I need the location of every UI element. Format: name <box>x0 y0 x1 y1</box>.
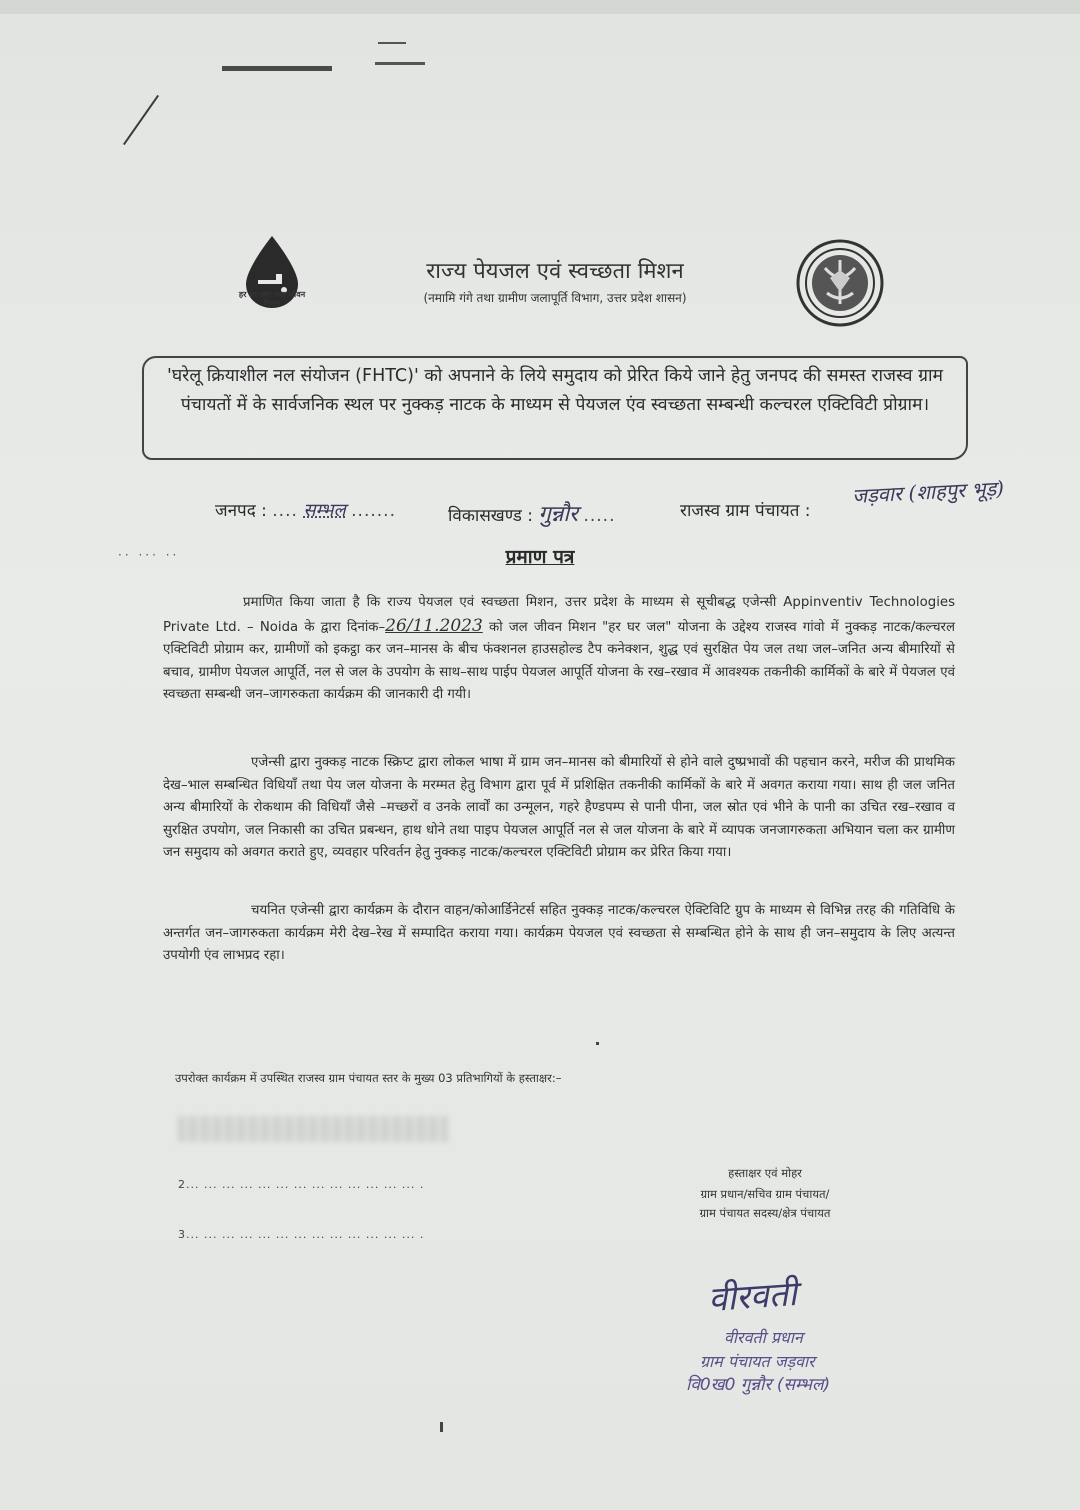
participants-note: उपरोक्त कार्यक्रम में उपस्थित राजस्व ग्राम पंचायत स्तर के मुख्य 03 प्रतिभागियों के हस्ताक्षर:– <box>175 1071 562 1085</box>
event-date: 26/11.2023 <box>385 615 483 636</box>
district-field: जनपद : .... सम्भल ....... <box>215 500 396 521</box>
up-emblem-icon <box>795 238 885 328</box>
panchayat-field <box>680 498 811 521</box>
scan-mark <box>375 62 425 65</box>
participant-signature-1-redacted <box>178 1116 448 1142</box>
logo-caption: हर घर जल जल जीवन मिशन <box>238 290 306 308</box>
participant-line-2: 2... ... ... ... ... ... ... ... ... ... ... ... ... . <box>178 1178 425 1191</box>
certificate-paragraph-3: चयनित एजेन्सी द्वारा कार्यक्रम के दौरान वाहन/कोआर्डिनेटर्स सहित नुक्कड़ नाटक/कल्चरल ऐक्टिविटि ग्रुप के माध्यम से विभिन्न तरह की गतिविधि के अन्तर्गत जन–जागरुकता कार्यक्रम मेरी देख–रेख में सम्पादित कराया गया। कार्यक्रम पेयजल एवं स्वच्छता से सम्बन्धित होने के साथ ही जन–समुदाय के लिए अत्यन्त उपयोगी एंव लाभप्रद रहा। <box>163 903 955 963</box>
seal-line-1: ग्राम पंचायत जड़वार <box>700 1352 815 1371</box>
block-label: विकासखण्ड : <box>448 506 534 526</box>
scan-edge <box>0 0 1080 14</box>
jal-jeevan-mission-logo <box>232 232 312 322</box>
certificate-title: प्रमाण पत्र <box>505 546 575 568</box>
certificate-paragraph-1: प्रमाणित किया जाता है कि राज्य पेयजल एवं स्वच्छता मिशन, उत्तर प्रदेश के माध्यम से सूचीबद्ध एजेन्सी Appinventiv Technologies Private Ltd. – Noida के द्वारा दिनांक–26/11.2023 को जल जीवन मिशन "हर घर जल" योजना के उद्देश्य राजस्व गांवो में नुक्कड़ नाटक/कल्चरल एक्टिविटी प्रोग्राम कर, ग्रामीणों को इकट्ठा कर जन–मानस के बीच फंक्शनल हाउसहोल्ड टैप कनेक्शन, शुद्ध एवं सुरक्षित पेय जल तथा जल–जनित अन्य बीमारियों से बचाव, ग्रामीण पेयजल आपूर्ति, नल से जल के उपयोग के साथ–साथ पाईप पेयजल आपूर्ति योजना के रख–रखाव में आवश्यक तकनीकी कार्मिकों के बारे में पेयजल एवं स्वच्छता सम्बन्धी जन–जागरुकता कार्यक्रम की जानकारी दी गयी। <box>163 595 955 702</box>
stamp-role-line-1: ग्राम प्रधान/सचिव ग्राम पंचायत/ <box>700 1187 830 1201</box>
seal-line-2: वि0ख0 गुन्नौर (सम्भल) <box>686 1375 831 1395</box>
program-banner-text: 'घरेलू क्रियाशील नल संयोजन (FHTC)' को अपनाने के लिये समुदाय को प्रेरित किये जाने हेतु जनपद की समस्त राजस्व ग्राम पंचायतों में के सार्वजनिक स्थल पर नुक्कड़ नाटक के माध्यम से पेयजल एंव स्वच्छता सम्बन्धी कल्चरल एक्टिविटी प्रोग्राम। <box>167 366 943 415</box>
stray-mark <box>440 1422 443 1432</box>
handwritten-signature: वीरवती <box>706 1273 799 1321</box>
panchayat-label: राजस्व ग्राम पंचायत : <box>680 501 811 521</box>
mission-title: राज्य पेयजल एवं स्वच्छता मिशन <box>426 259 684 284</box>
stamp-title: हस्ताक्षर एवं मोहर <box>728 1166 802 1180</box>
stray-mark <box>596 1042 599 1045</box>
scan-mark <box>378 42 406 44</box>
district-value: सम्भल <box>303 500 346 521</box>
district-label: जनपद : <box>215 501 267 521</box>
scan-mark <box>222 66 332 71</box>
stamp-role-line-2: ग्राम पंचायत सदस्य/क्षेत्र पंचायत <box>699 1206 831 1220</box>
panchayat-value: जड़वार (शाहपुर भूड़) <box>851 476 1005 508</box>
stray-marks: ·· ··· ·· <box>118 548 180 562</box>
certificate-paragraph-2: एजेन्सी द्वारा नुक्कड़ नाटक स्क्रिप्ट द्वारा लोकल भाषा में ग्राम जन–मानस को बीमारियों से होने वाले दुष्प्रभावों की पहचान करने, मरीज की प्राथमिक देख–भाल सम्बन्धित विधियाँ तथा पेय जल योजना के मरम्मत हेतु विभाग द्वारा पूर्व में प्रशिक्षित तकनीकी कार्मिकों के बारे में अवगत कराया गया। साथ ही जल जनित अन्य बीमारियों के रोकथाम की विधियाँ जैसे –मच्छरों व उनके लार्वों का उन्मूलन, गहरे हैण्डपम्प से पानी पीना, जल स्रोत एवं भीने के पानी का उचित रख–रखाव व सुरक्षित उपयोग, जल निकासी का उचित प्रबन्धन, हाथ धोने तथा पाइप पेयजल आपूर्ति नल से जल योजना के बारे में व्यापक जनजागरुकता अभियान चला कर ग्रामीण जन समुदाय को अवगत कराते हुए, व्यवहार परिवर्तन हेतु नुक्कड़ नाटक/कल्चरल एक्टिविटी प्रोग्राम कर प्रेरित किया गया। <box>163 755 955 860</box>
block-field: विकासखण्ड : गुन्नौर ..... <box>448 502 616 527</box>
block-value: गुन्नौर <box>538 502 579 527</box>
seal-name: वीरवती प्रधान <box>724 1328 803 1347</box>
participant-line-3: 3... ... ... ... ... ... ... ... ... ... ... ... ... . <box>178 1228 425 1241</box>
mission-subtitle: (नमामि गंगे तथा ग्रामीण जलापूर्ति विभाग, उत्तर प्रदेश शासन) <box>423 291 687 305</box>
